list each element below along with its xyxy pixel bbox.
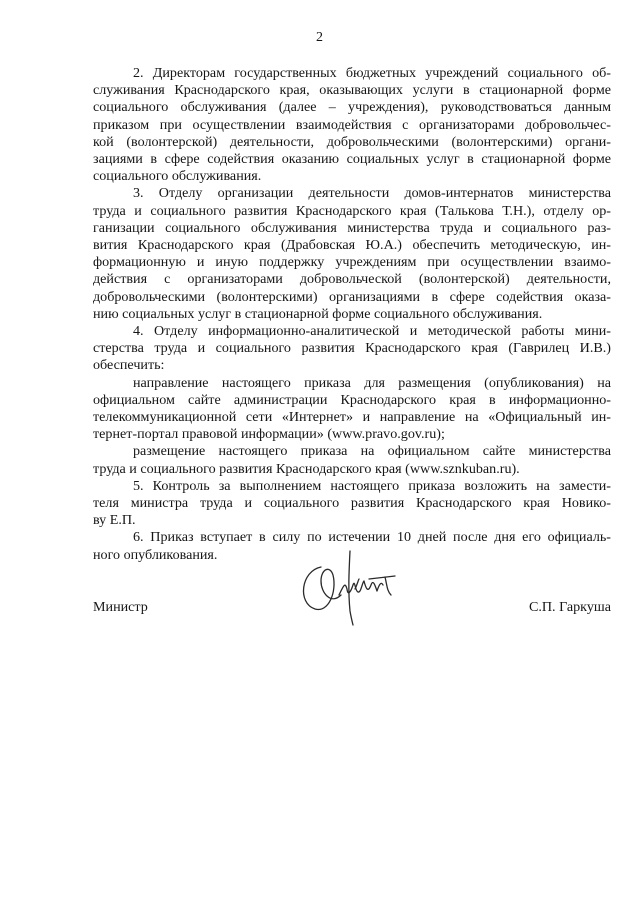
paragraph-4 (93, 323, 611, 375)
text-line: действия с организаторами добровольческой (волонтерской) деятельности, (93, 271, 611, 288)
text-line: социального обслуживания (далее – учреждения), руководствоваться данным (93, 99, 611, 116)
handwritten-signature (295, 545, 407, 627)
signer-name: С.П. Гаркуша (528, 599, 611, 615)
text-line: стерства труда и социального развития Краснодарского края (Гаврилец И.В.) (93, 340, 611, 357)
text-line: кой (волонтерской) деятельности, добровольческими (волонтерскими) органи- (93, 133, 611, 150)
paragraph-4-item-1 (93, 375, 611, 444)
text-line: 2. Директорам государственных бюджетных учреждений социального об- (133, 65, 611, 81)
paragraph-3 (93, 185, 611, 323)
text-line: добровольческими (волонтерскими) организациями в сфере содействия оказа- (93, 288, 611, 305)
text-line: 5. Контроль за выполнением настоящего приказа возложить на замести- (133, 477, 611, 494)
text-line: зациями в сфере содействия оказанию социальных услуг в стационарной форме (93, 151, 611, 168)
text-line: ного опубликования. (93, 546, 218, 563)
text-line: труда и социального развития Краснодарского края (www.sznkuban.ru). (93, 460, 520, 477)
paragraph-2 (93, 65, 611, 185)
text-line: обеспечить: (93, 357, 165, 374)
text-line: ганизации социального обслуживания министерства труда и социального раз- (93, 219, 611, 236)
paragraph-4-item-2 (93, 443, 611, 477)
signer-title: Министр (93, 599, 148, 615)
signature-block (93, 593, 611, 629)
text-line: тернет-портал правовой информации» (www.pravo.gov.ru); (93, 426, 445, 443)
text-line: вития Краснодарского края (Драбовская Ю.А.) обеспечить методическую, ин- (93, 237, 611, 254)
text-line: приказом при осуществлении взаимодействия с организаторами добровольчес- (93, 116, 611, 133)
text-line: размещение настоящего приказа на официальном сайте министерства (133, 443, 611, 460)
text-line: служивания Краснодарского края, оказывающих услуги в стационарной форме (93, 82, 611, 99)
text-line: телекоммуникационной сети «Интернет» и направление на «Официальный ин- (93, 409, 611, 426)
text-line: ву Е.П. (93, 512, 136, 529)
document-body (93, 65, 611, 564)
text-line: формационную и иную поддержку учреждениям при осуществлении взаимо- (93, 254, 611, 271)
text-line: социального обслуживания. (93, 168, 262, 185)
text-line: нию социальных услуг в стационарной форме социального обслуживания. (93, 305, 543, 322)
text-line: официальном сайте администрации Краснодарского края в информационно- (93, 391, 611, 408)
text-line: теля министра труда и социального развития Краснодарского края Новико- (93, 495, 611, 512)
text-line: 3. Отделу организации деятельности домов-интернатов министерства (133, 185, 611, 202)
page-number: 2 (316, 30, 323, 45)
text-line: направление настоящего приказа для размещения (опубликования) на (133, 374, 611, 391)
text-line: 6. Приказ вступает в силу по истечении 10 дней после дня его официаль- (133, 529, 611, 546)
text-line: 4. Отделу информационно-аналитической и методической работы мини- (133, 323, 611, 340)
paragraph-5 (93, 478, 611, 530)
text-line: труда и социального развития Краснодарского края (Талькова Т.Н.), отделу ор- (93, 202, 611, 219)
